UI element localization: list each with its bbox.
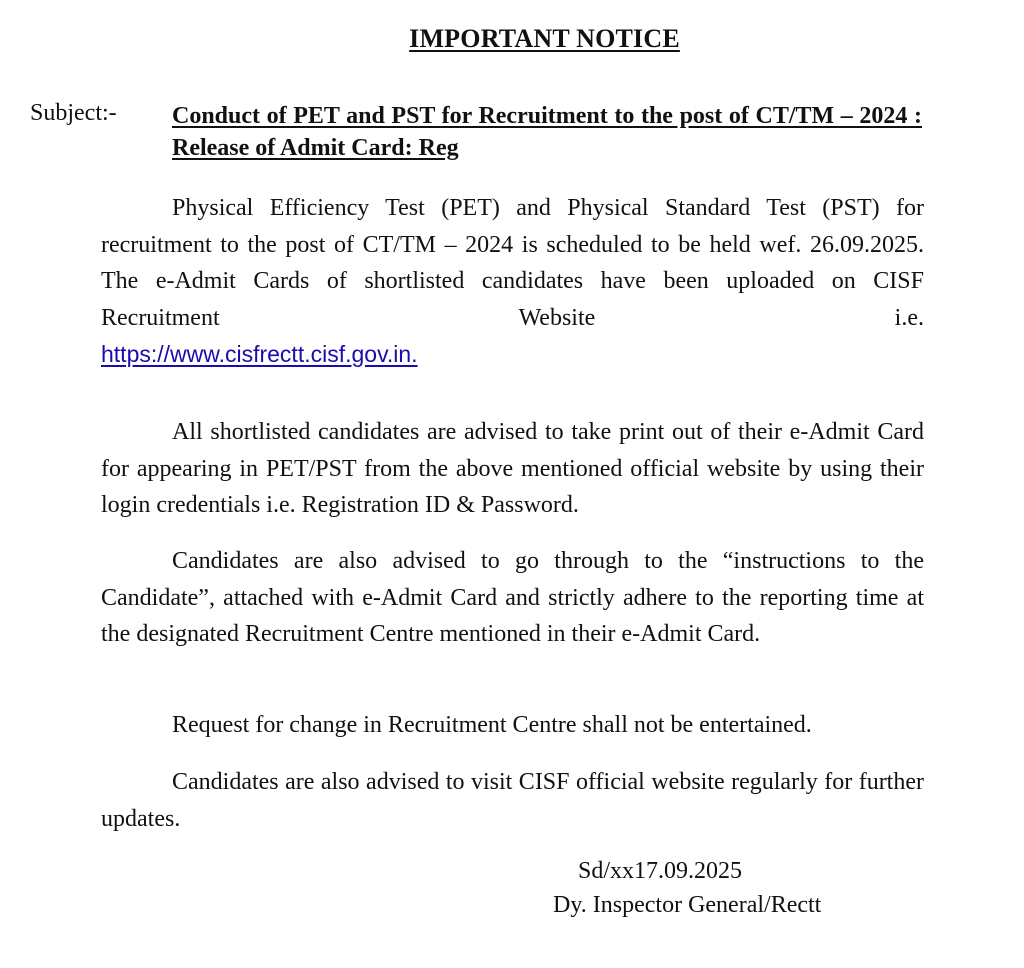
paragraph-pet-pst-schedule: Physical Efficiency Test (PET) and Physical Standard Test (PST) for recruitment to the post of CT/TM – 2024 is scheduled to be held wef. 26.09.2025. The e-Admit Cards of shortlisted candidates have been uploaded on CISF Recruitment Website i.e. (101, 195, 924, 331)
recruitment-website-link[interactable]: https://www.cisfrectt.cisf.gov.in. (101, 341, 418, 367)
signature-date-line: Sd/xx17.09.2025 (578, 858, 743, 884)
signatory-designation: Dy. Inspector General/Rectt (553, 892, 822, 918)
subject-text: Conduct of PET and PST for Recruitment to the post of CT/TM – 2024 : Release of Admit Card: Reg (172, 103, 922, 161)
paragraph-print-admit-card: All shortlisted candidates are advised to take print out of their e-Admit Card for appearing in PET/PST from the above mentioned official website by using their login credentials i.e. Registration ID & Password. (101, 419, 924, 519)
paragraph-visit-website: Candidates are also advised to visit CISF official website regularly for further updates. (101, 769, 924, 832)
paragraph-instructions: Candidates are also advised to go through to the “instructions to the Candidate”, attached with e-Admit Card and strictly adhere to the reporting time at the designated Recruitment Centre mentioned in their e-Admit Card. (101, 548, 924, 648)
paragraph-website-link-line (101, 336, 924, 374)
paragraph-centre-change: Request for change in Recruitment Centre shall not be entertained. (172, 712, 812, 738)
subject-label: Subject:- (30, 100, 117, 126)
notice-title: IMPORTANT NOTICE (409, 24, 680, 53)
